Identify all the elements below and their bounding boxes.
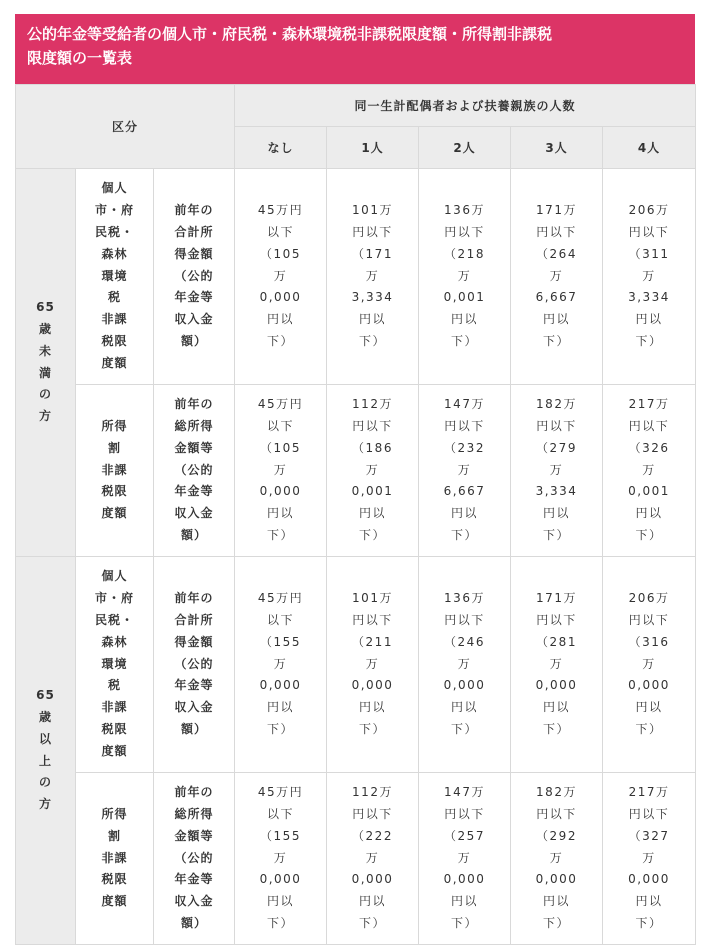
limit-amount-line: 0,000: [535, 872, 578, 887]
limit-amount-line: 下）: [450, 915, 478, 930]
tax-limit-table: [15, 84, 696, 945]
limit-amount-line: （105: [260, 440, 301, 455]
limit-amount-line: 万: [642, 656, 656, 671]
limit-amount-line: 円以下: [536, 225, 577, 239]
limit-amount-line: 217万: [628, 397, 670, 412]
limit-amount-cell: [603, 557, 696, 773]
income-basis-label-line: 金額等: [174, 828, 214, 843]
age-group-label-line: 上: [38, 753, 52, 768]
limit-amount-cell: [419, 169, 511, 385]
limit-amount-line: （279: [536, 440, 577, 455]
limit-amount-cell: [419, 385, 511, 557]
limit-amount-line: 円以下: [444, 225, 485, 239]
income-basis-label-line: 前年の: [174, 591, 214, 606]
limit-amount-line: 0,000: [259, 290, 302, 305]
limit-amount-cell: [327, 169, 419, 385]
limit-amount-line: 万: [549, 850, 564, 865]
limit-amount-cell: [327, 773, 419, 945]
column-header-1: 1人: [327, 127, 419, 169]
limit-amount-line: （211: [352, 634, 393, 649]
limit-amount-line: 円以下: [628, 225, 670, 239]
income-basis-label-line: 収入金: [174, 700, 214, 715]
limit-amount-line: 万: [549, 268, 564, 283]
limit-type-label-line: 非課: [101, 700, 128, 715]
limit-type-label-line: 割: [107, 440, 121, 455]
limit-amount-line: 万: [365, 656, 380, 671]
limit-amount-line: 0,000: [628, 678, 670, 693]
limit-amount-line: 下）: [266, 527, 294, 542]
limit-amount-cell: [603, 385, 696, 557]
limit-type-label-line: 割: [107, 828, 121, 843]
limit-amount-line: 円以下: [628, 419, 670, 433]
limit-amount-line: 円以下: [352, 613, 393, 627]
limit-amount-line: 6,667: [535, 290, 578, 305]
limit-type-label-line: 森林: [101, 634, 128, 649]
limit-amount-line: 下）: [635, 527, 663, 542]
income-basis-label-line: 前年の: [174, 785, 214, 800]
limit-amount-line: 万: [457, 850, 472, 865]
limit-amount-line: 0,000: [628, 872, 670, 887]
limit-amount-cell: [511, 557, 603, 773]
limit-type-label-line: 所得: [101, 807, 128, 821]
limit-amount-line: （171: [352, 246, 393, 261]
dependents-group-header: 同一生計配偶者および扶養親族の人数: [235, 85, 696, 127]
limit-amount-cell: [235, 385, 327, 557]
limit-amount-line: 円以: [358, 312, 386, 327]
tax-limit-table-container: [15, 14, 695, 945]
limit-amount-line: 0,001: [443, 290, 486, 305]
limit-amount-line: （105: [260, 246, 301, 261]
limit-amount-line: 円以: [635, 506, 663, 521]
limit-amount-line: 下）: [542, 721, 570, 736]
limit-amount-line: 0,000: [443, 872, 486, 887]
limit-amount-line: 万: [273, 268, 288, 283]
limit-amount-line: 円以: [450, 506, 478, 521]
limit-amount-line: （222: [352, 828, 393, 843]
income-basis-label-line: 年金等: [174, 872, 214, 887]
limit-amount-line: 217万: [628, 785, 670, 800]
age-group-label-line: 方: [38, 797, 52, 812]
limit-amount-line: 206万: [628, 203, 670, 218]
limit-amount-line: 147万: [444, 397, 485, 412]
limit-type-label-line: 非課: [101, 462, 128, 477]
limit-amount-line: （326: [628, 440, 670, 455]
age-group-label-line: 以: [38, 731, 52, 746]
limit-type-label-line: 市・府: [94, 591, 134, 606]
limit-type-label-line: 税限: [101, 872, 128, 887]
limit-amount-cell: [235, 169, 327, 385]
limit-amount-line: 円以: [266, 894, 294, 909]
income-basis-label-line: 合計所: [174, 613, 214, 627]
limit-amount-line: 万: [365, 850, 380, 865]
limit-amount-line: 円以: [542, 894, 570, 909]
income-basis-label-line: 額）: [180, 333, 207, 348]
limit-amount-line: 下）: [358, 527, 386, 542]
limit-amount-line: （311: [628, 246, 670, 261]
limit-amount-line: 円以下: [628, 613, 670, 627]
limit-type-label-line: 度額: [101, 743, 128, 758]
limit-type-label-line: 市・府: [94, 203, 134, 218]
limit-amount-line: （264: [536, 246, 577, 261]
limit-amount-line: 0,000: [351, 678, 394, 693]
table-row: [16, 773, 696, 945]
limit-amount-cell: [603, 773, 696, 945]
income-basis-label-line: 合計所: [174, 225, 214, 239]
limit-amount-line: 万: [273, 850, 288, 865]
limit-amount-line: 万: [642, 268, 656, 283]
limit-amount-line: 45万円: [257, 397, 304, 412]
income-basis-label-line: 前年の: [174, 203, 214, 218]
limit-amount-line: （316: [628, 634, 670, 649]
age-group-label-line: 満: [38, 365, 52, 380]
limit-amount-line: （186: [352, 440, 393, 455]
limit-amount-line: 下）: [542, 915, 570, 930]
limit-amount-line: 円以下: [444, 419, 485, 433]
limit-type-label-line: 個人: [101, 181, 128, 196]
limit-type-label-line: 税: [107, 678, 121, 693]
limit-amount-line: 円以: [358, 506, 386, 521]
limit-type-label-line: 所得: [101, 419, 128, 433]
limit-amount-line: 円以下: [536, 419, 577, 433]
limit-amount-line: 3,334: [628, 290, 670, 305]
income-basis-label-line: 得金額: [174, 246, 214, 261]
limit-amount-line: 下）: [635, 915, 663, 930]
table-body: [16, 169, 696, 945]
limit-amount-line: 下）: [450, 333, 478, 348]
limit-amount-line: 3,334: [351, 290, 394, 305]
limit-amount-line: 以下: [266, 419, 294, 433]
limit-type-label-line: 税: [107, 290, 121, 305]
income-basis-label-line: 額）: [180, 915, 207, 930]
limit-amount-line: （281: [536, 634, 577, 649]
limit-amount-cell: [511, 169, 603, 385]
limit-amount-line: 206万: [628, 591, 670, 606]
limit-amount-line: 円以: [358, 700, 386, 715]
limit-type-label-line: 非課: [101, 850, 128, 865]
limit-amount-line: 円以下: [444, 807, 485, 821]
income-basis-label: [154, 169, 235, 385]
limit-type-label-line: 度額: [101, 506, 128, 521]
limit-amount-line: （232: [444, 440, 485, 455]
age-group-label-line: の: [38, 775, 52, 790]
limit-amount-line: 万: [273, 462, 288, 477]
limit-amount-line: 下）: [542, 527, 570, 542]
limit-amount-line: 円以下: [352, 225, 393, 239]
table-row: [16, 169, 696, 385]
limit-amount-line: 45万円: [257, 785, 304, 800]
limit-amount-line: 万: [642, 462, 656, 477]
income-basis-label-line: 年金等: [174, 484, 214, 499]
limit-amount-line: （155: [260, 634, 301, 649]
limit-type-label-line: 税限: [101, 333, 128, 348]
table-title: [15, 14, 695, 84]
income-basis-label-line: （公的: [174, 656, 214, 671]
table-title-line-1: 公的年金等受給者の個人市・府民税・森林環境税非課税限度額・所得割非課税: [27, 25, 553, 43]
limit-amount-line: 万: [457, 656, 472, 671]
limit-amount-line: （327: [628, 828, 670, 843]
limit-amount-line: 円以: [635, 312, 663, 327]
column-header-none: なし: [235, 127, 327, 169]
limit-amount-line: 以下: [266, 613, 294, 627]
limit-amount-line: 円以: [266, 506, 294, 521]
income-basis-label-line: （公的: [174, 850, 214, 865]
limit-type-label-line: 税限: [101, 721, 128, 736]
limit-amount-line: 下）: [358, 333, 386, 348]
limit-amount-line: 円以: [542, 506, 570, 521]
limit-amount-line: 下）: [266, 721, 294, 736]
limit-amount-line: 万: [273, 656, 288, 671]
income-basis-label: [154, 773, 235, 945]
column-header-2: 2人: [419, 127, 511, 169]
age-group-label: [16, 557, 76, 945]
limit-amount-line: 円以: [450, 312, 478, 327]
limit-amount-line: 182万: [536, 785, 577, 800]
limit-amount-line: 6,667: [443, 484, 486, 499]
limit-amount-line: 円以: [358, 894, 386, 909]
limit-amount-line: 171万: [536, 203, 577, 218]
income-basis-label-line: （公的: [174, 268, 214, 283]
income-basis-label-line: 年金等: [174, 290, 214, 305]
limit-type-label: [76, 169, 154, 385]
limit-amount-line: 円以下: [352, 807, 393, 821]
limit-amount-line: 万: [457, 268, 472, 283]
limit-amount-line: 円以: [542, 700, 570, 715]
limit-amount-cell: [235, 773, 327, 945]
limit-amount-line: 円以: [542, 312, 570, 327]
limit-amount-line: 0,000: [259, 484, 302, 499]
limit-amount-line: （218: [444, 246, 485, 261]
age-group-label-line: 65: [36, 688, 55, 703]
limit-amount-line: 下）: [358, 721, 386, 736]
limit-amount-line: 0,000: [443, 678, 486, 693]
income-basis-label-line: 額）: [180, 721, 207, 736]
income-basis-label: [154, 385, 235, 557]
limit-amount-line: （257: [444, 828, 485, 843]
income-basis-label-line: 額）: [180, 527, 207, 542]
limit-type-label-line: 民税・: [94, 613, 134, 627]
limit-amount-line: 円以: [635, 700, 663, 715]
limit-amount-line: 101万: [352, 591, 393, 606]
limit-amount-line: 円以: [266, 312, 294, 327]
limit-amount-line: 0,000: [535, 678, 578, 693]
limit-type-label-line: 環境: [101, 268, 128, 283]
income-basis-label-line: 得金額: [174, 634, 214, 649]
income-basis-label-line: 収入金: [174, 506, 214, 521]
limit-amount-line: 下）: [450, 527, 478, 542]
column-header-3: 3人: [511, 127, 603, 169]
table-row: [16, 385, 696, 557]
income-basis-label-line: 前年の: [174, 397, 214, 412]
limit-amount-cell: [511, 385, 603, 557]
limit-amount-line: 円以下: [352, 419, 393, 433]
limit-amount-line: 円以下: [628, 807, 670, 821]
age-group-label: [16, 169, 76, 557]
limit-amount-line: 下）: [635, 333, 663, 348]
table-row: [16, 557, 696, 773]
limit-type-label-line: 森林: [101, 246, 128, 261]
limit-amount-line: （155: [260, 828, 301, 843]
limit-type-label-line: 度額: [101, 894, 128, 909]
limit-amount-line: 円以下: [444, 613, 485, 627]
limit-amount-cell: [235, 557, 327, 773]
income-basis-label-line: 収入金: [174, 894, 214, 909]
limit-type-label: [76, 773, 154, 945]
age-group-label-line: 方: [38, 409, 52, 424]
limit-amount-line: 円以: [450, 894, 478, 909]
limit-amount-line: 円以下: [536, 807, 577, 821]
age-group-label-line: 65: [36, 300, 55, 315]
age-group-label-line: 歳: [38, 709, 52, 724]
limit-amount-line: 171万: [536, 591, 577, 606]
income-basis-label-line: 金額等: [174, 440, 214, 455]
limit-type-label: [76, 385, 154, 557]
limit-amount-line: 下）: [635, 721, 663, 736]
limit-amount-line: 45万円: [257, 203, 304, 218]
limit-amount-cell: [603, 169, 696, 385]
income-basis-label-line: 総所得: [174, 419, 214, 433]
limit-amount-line: 0,000: [259, 678, 302, 693]
limit-amount-line: 以下: [266, 807, 294, 821]
limit-amount-line: （246: [444, 634, 485, 649]
limit-type-label-line: 度額: [101, 355, 128, 370]
limit-amount-line: 円以: [450, 700, 478, 715]
age-group-label-line: 歳: [38, 321, 52, 336]
limit-amount-line: 下）: [542, 333, 570, 348]
limit-amount-cell: [327, 385, 419, 557]
limit-amount-line: 下）: [266, 333, 294, 348]
limit-amount-line: 136万: [444, 203, 485, 218]
age-group-label-line: の: [38, 387, 52, 402]
age-group-label-line: 未: [38, 343, 52, 358]
limit-amount-line: 円以下: [536, 613, 577, 627]
limit-amount-line: 0,001: [628, 484, 670, 499]
limit-amount-line: 万: [549, 656, 564, 671]
limit-amount-line: 112万: [352, 785, 393, 800]
limit-type-label-line: 環境: [101, 656, 128, 671]
table-title-line-2: 限度額の一覧表: [27, 49, 133, 67]
limit-amount-cell: [327, 557, 419, 773]
limit-amount-line: 182万: [536, 397, 577, 412]
limit-type-label-line: 税限: [101, 484, 128, 499]
limit-amount-line: 万: [365, 462, 380, 477]
limit-amount-line: 万: [549, 462, 564, 477]
limit-amount-line: 以下: [266, 225, 294, 239]
limit-type-label-line: 個人: [101, 569, 128, 584]
limit-amount-line: 112万: [352, 397, 393, 412]
limit-amount-line: 101万: [352, 203, 393, 218]
limit-amount-line: 万: [365, 268, 380, 283]
limit-amount-line: 136万: [444, 591, 485, 606]
limit-amount-line: 円以: [266, 700, 294, 715]
limit-type-label: [76, 557, 154, 773]
income-basis-label-line: 年金等: [174, 678, 214, 693]
limit-amount-line: 147万: [444, 785, 485, 800]
income-basis-label-line: （公的: [174, 462, 214, 477]
limit-amount-line: 3,334: [535, 484, 578, 499]
limit-amount-line: 下）: [358, 915, 386, 930]
limit-amount-cell: [419, 773, 511, 945]
limit-amount-line: （292: [536, 828, 577, 843]
limit-amount-cell: [511, 773, 603, 945]
income-basis-label: [154, 557, 235, 773]
limit-amount-line: 0,000: [259, 872, 302, 887]
limit-type-label-line: 非課: [101, 312, 128, 327]
limit-amount-line: 0,000: [351, 872, 394, 887]
limit-type-label-line: 民税・: [94, 225, 134, 239]
income-basis-label-line: 総所得: [174, 807, 214, 821]
income-basis-label-line: 収入金: [174, 312, 214, 327]
limit-amount-cell: [419, 557, 511, 773]
column-header-4: 4人: [603, 127, 696, 169]
limit-amount-line: 下）: [450, 721, 478, 736]
limit-amount-line: 万: [457, 462, 472, 477]
limit-amount-line: 万: [642, 850, 656, 865]
limit-amount-line: 下）: [266, 915, 294, 930]
limit-amount-line: 45万円: [257, 591, 304, 606]
limit-amount-line: 円以: [635, 894, 663, 909]
limit-amount-line: 0,001: [351, 484, 394, 499]
category-header: 区分: [16, 85, 235, 169]
